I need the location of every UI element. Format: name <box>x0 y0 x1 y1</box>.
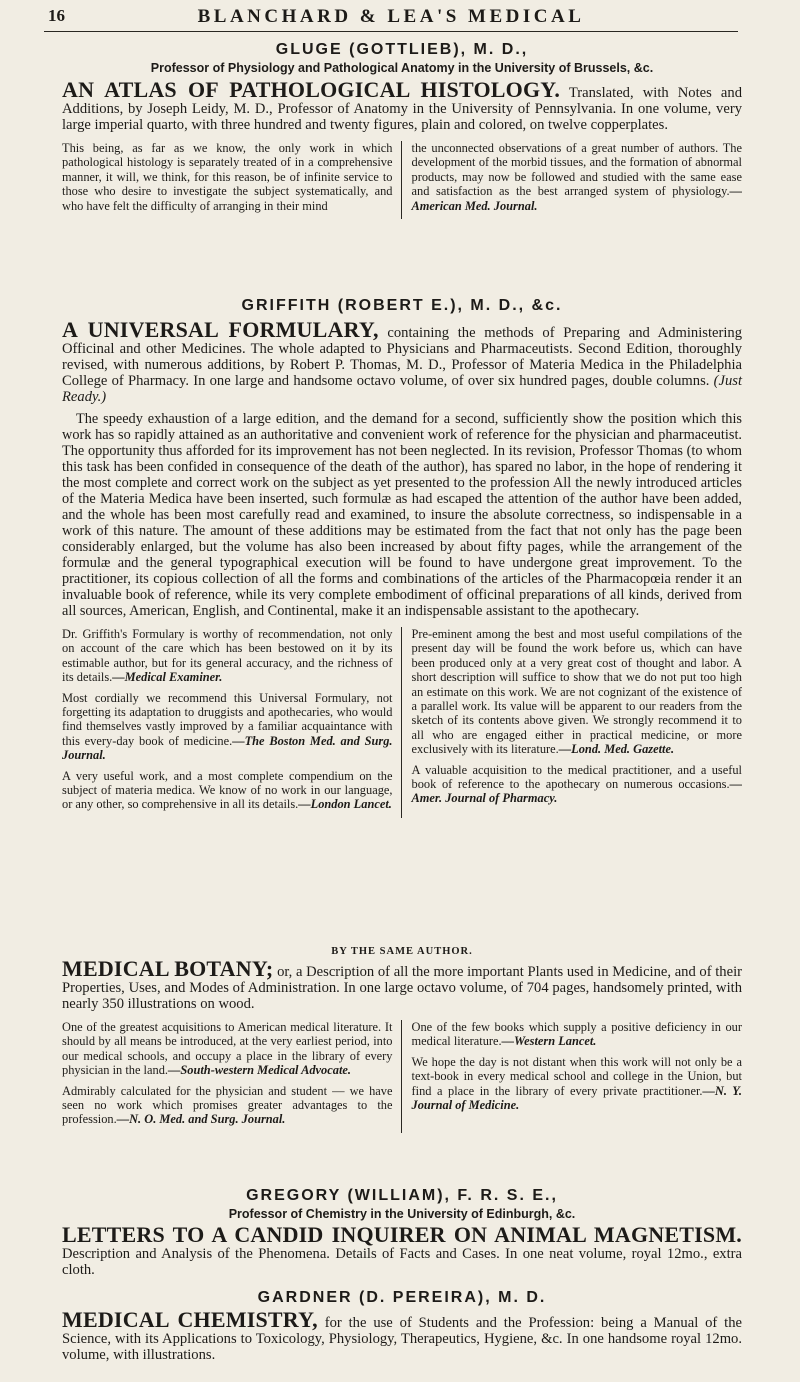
author-affiliation: Professor of Physiology and Pathological Anatomy in the University of Brussels, &c. <box>150 61 654 75</box>
entry-gardner <box>62 1288 742 1363</box>
page-number: 16 <box>48 6 65 25</box>
review-right: Pre-eminent among the best and most useful compilations of the present day will be found the work before us, which can have been produced only at a very great cost of thought and labor. A short description will suffice to show that we do not put too high an estimate on this work. We are not cognizant of the existence of a parallel work. Its value will be apparent to our readers from the sketch of its contents above given. We strongly recommend it to all who are engaged either in practical medicine, or more exclusively with its literature.—Lond. Med. Gazette. A valuable acquisition to the medical practitioner, and a useful book of reference to the apothecary on numerous occasions.—Amer. Journal of Pharmacy. <box>411 627 742 806</box>
review-columns <box>62 141 742 219</box>
book-title: LETTERS TO A CANDID INQUIRER ON ANIMAL MAGNETISM. Description and Analysis of the Phenomena. Details of Facts and Cases. In one neat volume, royal 12mo., extra cloth. <box>62 1222 742 1278</box>
author-heading: GLUGE (GOTTLIEB), M. D., <box>275 41 529 58</box>
entry-gluge <box>62 40 742 219</box>
book-description: The speedy exhaustion of a large edition, and the demand for a second, sufficiently show the position which this work has so rapidly attained as an authoritative and convenient work of reference for the physician and pharmaceutist. The opportunity thus afforded for its improvement has not been neglected. In its revision, Professor Thomas (to whom this task has been confided in consequence of the death of the author), has spared no labor, in the hope of rendering it the most complete and correct work on the subject as yet presented to the profession All the newly introduced articles of the Materia Medica have been inserted, such formulæ as had escaped the attention of the author have been added, and the whole has been most carefully read and examined, to insure the absolute correctness, so indispensable in a work of this nature. The amount of these additions may be estimated from the fact that not only has the page been considerably enlarged, but the volume has also been increased by about fifty pages, while the arrangement of the formulæ and the general typographical execution will be found to have undergone great improvement. To the practitioner, its copious collection of all the forms and combinations of the articles of the Pharmacopœia render it an invaluable book of reference, while its very complete embodiment of officinal preparations of all kinds, derived from all sources, American, English, and Continental, make it an indispensable assistant to the apothecary. <box>62 411 742 619</box>
author-heading: GRIFFITH (ROBERT E.), M. D., &c. <box>241 297 563 314</box>
review-left: This being, as far as we know, the only work in which pathological histology is separately treated of in a comprehensive manner, it will, we think, for this reason, be of infinite service to those who desire to investigate the subject systematically, and who have felt the difficulty of arranging in their mind <box>62 141 402 219</box>
book-title: MEDICAL BOTANY; or, a Description of all the more important Plants used in Medicine, and of their Properties, Uses, and Modes of Administration. In one large octavo volume, of 704 pages, handsomely printed, with nearly 350 illustrations on wood. <box>62 956 742 1012</box>
review-left: One of the greatest acquisitions to American medical literature. It should by all means be introduced, at the very earliest period, into our medical schools, and occupy a place in the library of every physician in the land.—South-western Medical Advocate. Admirably calculated for the physician and student — we have seen no work which promises greater advantages to the profession.—N. O. Med. and Surg. Journal. <box>62 1020 402 1133</box>
review-left: Dr. Griffith's Formulary is worthy of recommendation, not only on account of the care which has been bestowed on it by its estimable author, but for its general accuracy, and the richness of its details.—Medical Examiner. Most cordially we recommend this Universal Formulary, not forgetting its adaptation to druggists and apothecaries, who would find themselves vastly improved by a familiar acquaintance with this every-day book of medicine.—The Boston Med. and Surg. Journal. A very useful work, and a most complete compendium on the subject of materia medica. We know of no work in our language, or any other, so comprehensive in all its details.—London Lancet. <box>62 627 402 818</box>
author-affiliation: Professor of Chemistry in the University of Edinburgh, &c. <box>228 1207 576 1221</box>
review-right: One of the few books which supply a positive deficiency in our medical literature.—Western Lancet. We hope the day is not distant when this work will not only be a text-book in every medical school and college in the Union, but find a place in the library of every private practitioner.—N. Y. Journal of Medicine. <box>411 1020 742 1113</box>
page-title: BLANCHARD & LEA'S MEDICAL <box>197 6 585 27</box>
entry-gregory <box>62 1186 742 1278</box>
book-title: A UNIVERSAL FORMULARY, containing the methods of Preparing and Administering Officinal and other Medicines. The whole adapted to Physicians and Pharmaceutists. Second Edition, thoroughly revised, with numerous additions, by Robert P. Thomas, M. D., Professor of Materia Medica in the Philadelphia College of Pharmacy. In one large and handsome octavo volume, of over six hundred pages, double columns. (Just Ready.) <box>62 317 743 405</box>
book-title: AN ATLAS OF PATHOLOGICAL HISTOLOGY. Translated, with Notes and Additions, by Joseph Leidy, M. D., Professor of Anatomy in the University of Pennsylvania. In one volume, very large imperial quarto, with three hundred and twenty figures, plain and colored, on twelve copperplates. <box>62 77 742 133</box>
author-heading: GARDNER (D. PEREIRA), M. D. <box>257 1289 547 1306</box>
entry-griffith <box>62 296 742 818</box>
review-columns <box>62 627 742 818</box>
running-head <box>44 2 738 32</box>
entry-medical-botany <box>62 946 742 1133</box>
by-same-author: BY THE SAME AUTHOR. <box>331 946 473 957</box>
review-columns <box>62 1020 742 1133</box>
book-title: MEDICAL CHEMISTRY, for the use of Students and the Profession: being a Manual of the Science, with its Applications to Toxicology, Physiology, Therapeutics, Hygiene, &c. In one handsome royal 12mo. volume, with illustrations. <box>62 1307 742 1363</box>
review-right: the unconnected observations of a great number of authors. The development of the morbid tissues, and the formation of abnormal products, may now be followed and studied with the same ease and satisfaction as the best arranged system of physiology.—American Med. Journal. <box>411 141 742 213</box>
author-heading: GREGORY (WILLIAM), F. R. S. E., <box>246 1187 558 1204</box>
